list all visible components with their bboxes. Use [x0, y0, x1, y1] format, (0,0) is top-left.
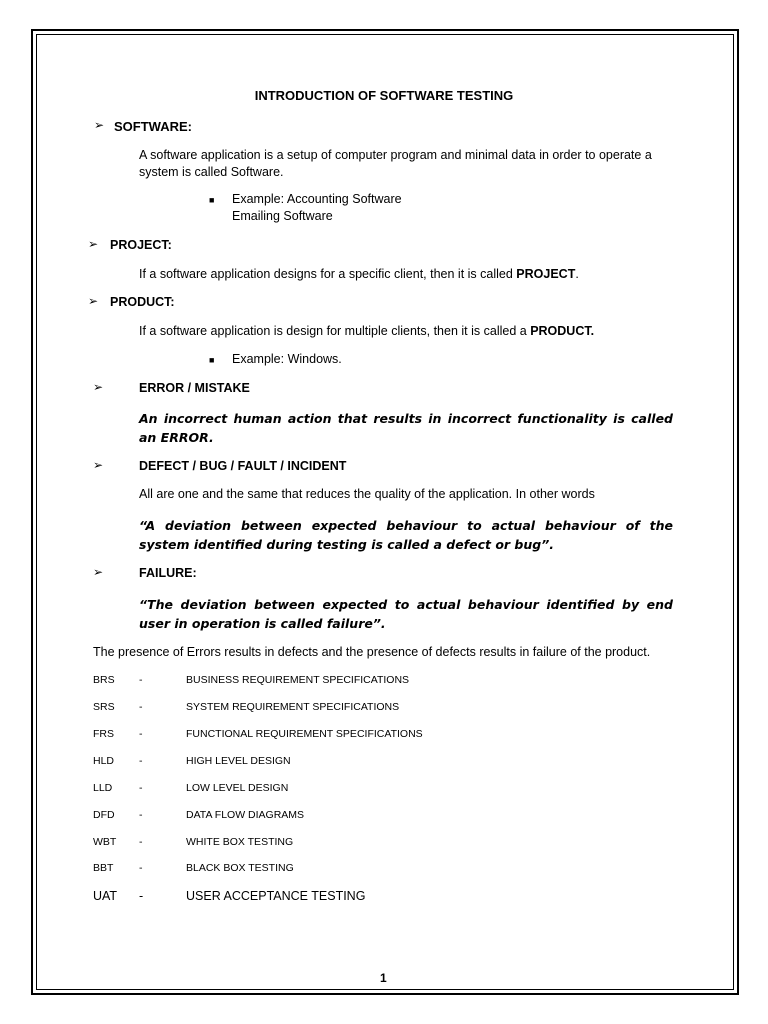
summary-text: The presence of Errors results in defects and the presence of defects results in failure of the product.: [93, 645, 651, 659]
project-text: If a software application designs for a specific client, then it is called PROJECT.: [139, 267, 579, 281]
product-heading: PRODUCT:: [110, 295, 175, 309]
software-example: Example: Accounting Software: [232, 192, 402, 206]
abbr-dash: -: [139, 701, 143, 713]
abbr-code: DFD: [93, 809, 115, 821]
abbr-full: DATA FLOW DIAGRAMS: [186, 809, 305, 821]
software-example-2: Emailing Software: [232, 209, 333, 223]
abbr-full: BUSINESS REQUIREMENT SPECIFICATIONS: [186, 674, 410, 686]
abbr-dash: -: [139, 836, 143, 848]
project-heading: PROJECT:: [110, 238, 172, 252]
abbr-full: SYSTEM REQUIREMENT SPECIFICATIONS: [186, 701, 400, 713]
arrow-bullet-icon: ➢: [93, 565, 104, 579]
product-example: Example: Windows.: [232, 352, 342, 366]
abbr-full: USER ACCEPTANCE TESTING: [186, 889, 366, 903]
abbr-full: LOW LEVEL DESIGN: [186, 782, 289, 794]
abbr-full: BLACK BOX TESTING: [186, 862, 294, 874]
abbr-code: UAT: [93, 889, 118, 903]
error-definition: An incorrect human action that results in incorrect functionality is called an ERROR.: [139, 411, 673, 445]
arrow-bullet-icon: ➢: [88, 237, 99, 251]
abbr-dash: -: [139, 674, 143, 686]
abbr-dash: -: [139, 755, 143, 767]
arrow-bullet-icon: ➢: [93, 458, 104, 472]
abbr-code: SRS: [93, 701, 115, 713]
page-number: 1: [380, 971, 387, 985]
defect-definition: “A deviation between expected behaviour to actual behaviour of the system identified during testing is called a defect or bug”.: [139, 518, 673, 552]
abbr-code: FRS: [93, 728, 114, 740]
square-bullet-icon: ■: [209, 355, 215, 365]
abbr-full: HIGH LEVEL DESIGN: [186, 755, 291, 767]
software-text: A software application is a setup of computer program and minimal data in order to operate a system is called Software.: [139, 148, 652, 179]
abbr-dash: -: [139, 809, 143, 821]
defect-text: All are one and the same that reduces the quality of the application. In other words: [139, 487, 595, 501]
square-bullet-icon: ■: [209, 195, 215, 205]
error-heading: ERROR / MISTAKE: [139, 381, 250, 395]
failure-heading: FAILURE:: [139, 566, 197, 580]
abbr-code: LLD: [93, 782, 113, 794]
arrow-bullet-icon: ➢: [94, 118, 105, 132]
defect-heading: DEFECT / BUG / FAULT / INCIDENT: [139, 459, 347, 473]
abbr-full: WHITE BOX TESTING: [186, 836, 294, 848]
abbr-full: FUNCTIONAL REQUIREMENT SPECIFICATIONS: [186, 728, 423, 740]
software-heading: SOFTWARE:: [114, 119, 192, 134]
failure-definition: “The deviation between expected to actual behaviour identified by end user in operation is called failure”.: [139, 597, 673, 631]
abbr-code: BRS: [93, 674, 115, 686]
abbr-code: WBT: [93, 836, 117, 848]
abbr-dash: -: [139, 862, 143, 874]
abbr-dash: -: [139, 782, 143, 794]
arrow-bullet-icon: ➢: [93, 380, 104, 394]
abbr-code: BBT: [93, 862, 114, 874]
abbr-dash: -: [139, 728, 143, 740]
abbr-code: HLD: [93, 755, 115, 767]
arrow-bullet-icon: ➢: [88, 294, 99, 308]
abbr-dash: -: [139, 889, 144, 903]
product-text: If a software application is design for multiple clients, then it is called a PRODUCT.: [139, 324, 595, 338]
page-title: INTRODUCTION OF SOFTWARE TESTING: [254, 88, 514, 103]
